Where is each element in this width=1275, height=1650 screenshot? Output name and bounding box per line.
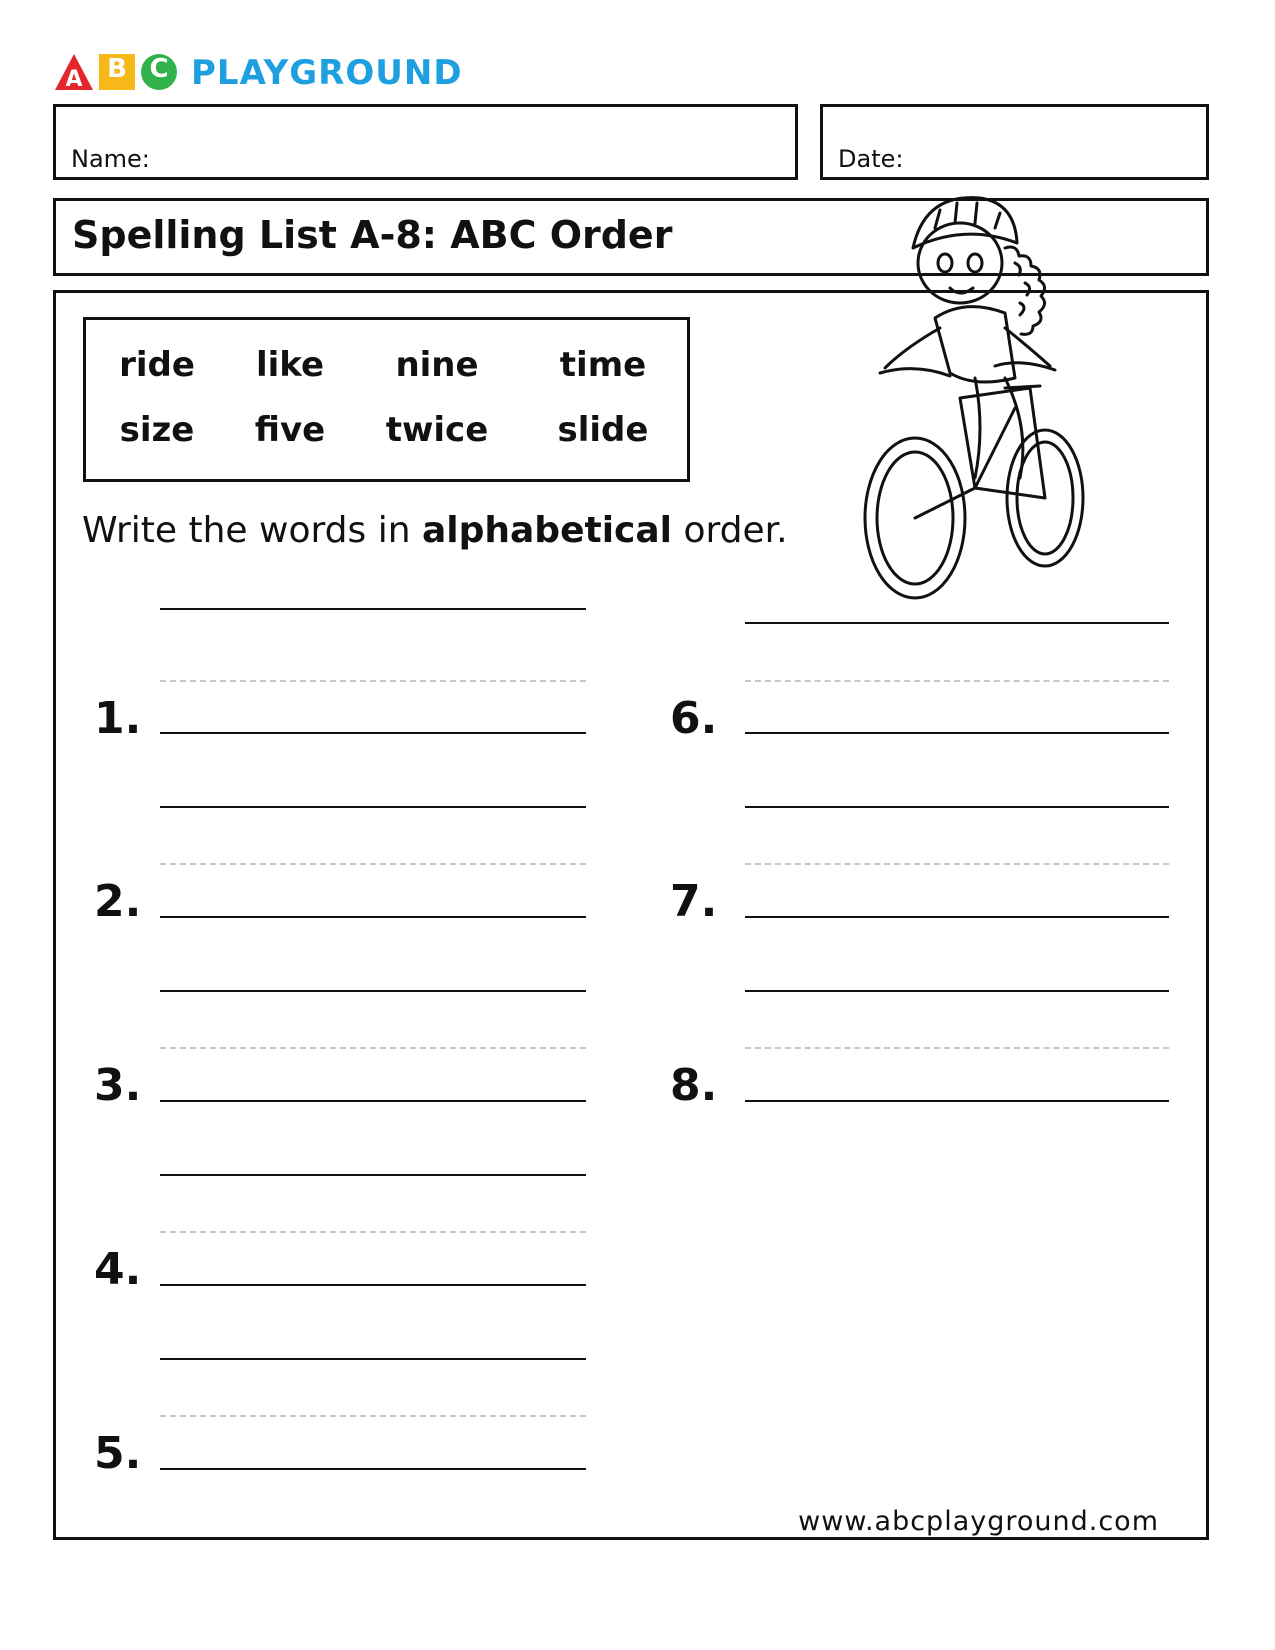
answer-number: 5. — [94, 1428, 142, 1479]
word-bank-item: like — [255, 345, 325, 385]
word-bank-item: nine — [395, 345, 479, 385]
word-bank-item: twice — [385, 410, 489, 450]
word-bank-item: size — [119, 410, 195, 450]
date-label: Date: — [838, 145, 904, 173]
page-title: Spelling List A-8: ABC Order — [72, 213, 673, 257]
instruction-text: Write the words in alphabetical order. — [82, 510, 788, 551]
answer-number: 3. — [94, 1060, 142, 1111]
logo-wordmark: PLAYGROUND — [191, 53, 463, 93]
logo-b-icon: B — [99, 54, 135, 90]
word-bank-item: five — [254, 410, 326, 450]
date-field[interactable] — [820, 104, 1209, 180]
logo — [55, 52, 475, 92]
name-label: Name: — [71, 145, 150, 173]
answer-number: 8. — [670, 1060, 718, 1111]
word-bank-item: ride — [119, 345, 195, 385]
name-field[interactable] — [53, 104, 798, 180]
word-bank — [83, 317, 690, 482]
footer-url[interactable]: www.abcplayground.com — [798, 1506, 1159, 1537]
answer-number: 1. — [94, 693, 142, 744]
word-bank-item: slide — [557, 410, 649, 450]
girl-riding-bicycle-icon — [855, 188, 1135, 608]
logo-c-icon: C — [141, 54, 177, 90]
logo-a-icon — [55, 54, 93, 90]
answer-number: 4. — [94, 1244, 142, 1295]
answer-number: 7. — [670, 876, 718, 927]
word-bank-item: time — [559, 345, 647, 385]
answer-number: 6. — [670, 693, 718, 744]
svg-text:A: A — [65, 67, 83, 90]
answer-number: 2. — [94, 876, 142, 927]
